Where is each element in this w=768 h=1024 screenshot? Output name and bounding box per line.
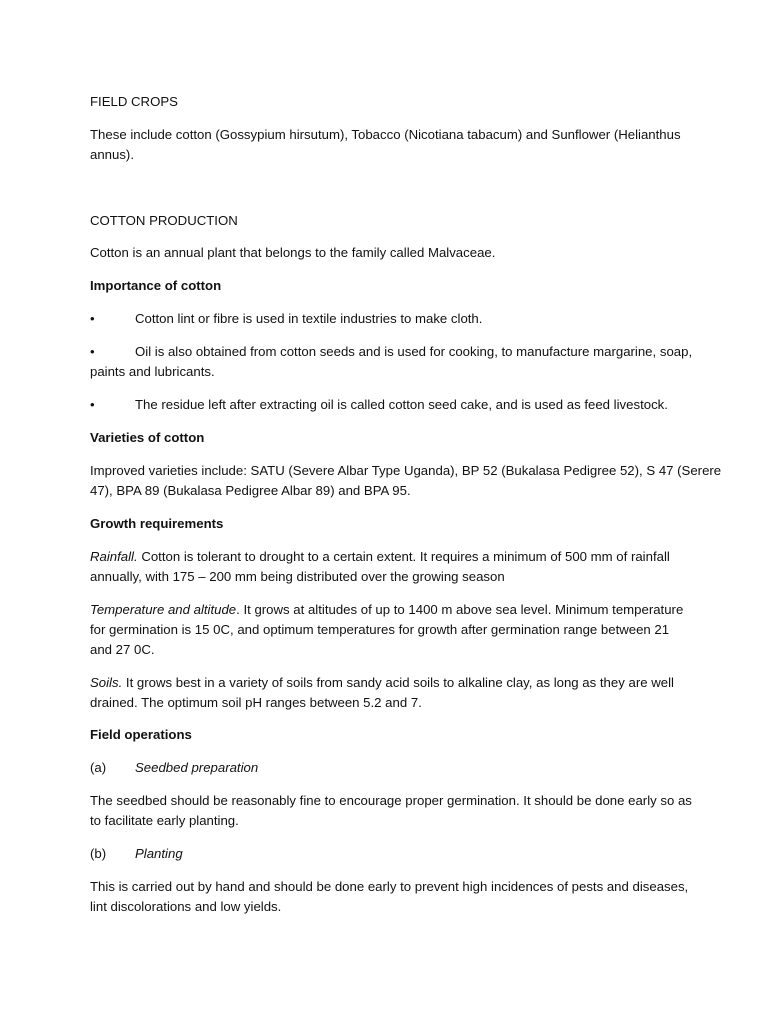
seedbed-title: Seedbed preparation bbox=[135, 760, 259, 775]
bullet-text: Cotton lint or fibre is used in textile industries to make cloth. bbox=[135, 311, 483, 326]
seedbed-line-2: to facilitate early planting. bbox=[90, 813, 239, 828]
intro-paragraph bbox=[90, 125, 690, 165]
planting-paragraph bbox=[90, 877, 690, 917]
cotton-definition: Cotton is an annual plant that belongs to the family called Malvaceae. bbox=[90, 245, 496, 260]
planting-line-2: lint discolorations and low yields. bbox=[90, 899, 282, 914]
varieties-line-1: Improved varieties include: SATU (Severe Albar Type Uganda), BP 52 (Bukalasa Pedigree 52), S 47 (Serere bbox=[90, 463, 722, 478]
seedbed-line-1: The seedbed should be reasonably fine to encourage proper germination. It should be done early so as bbox=[90, 793, 692, 808]
bullet-text: Oil is also obtained from cotton seeds and is used for cooking, to manufacture margarine, soap, bbox=[135, 344, 693, 359]
varieties-line-2: 47), BPA 89 (Bukalasa Pedigree Albar 89) and BPA 95. bbox=[90, 483, 411, 498]
growth-heading: Growth requirements bbox=[90, 516, 224, 531]
planting-line-1: This is carried out by hand and should be done early to prevent high incidences of pests and diseases, bbox=[90, 879, 689, 894]
soils-line-2: drained. The optimum soil pH ranges between 5.2 and 7. bbox=[90, 695, 422, 710]
bullet-item-1 bbox=[90, 309, 690, 329]
soils-label: Soils. bbox=[90, 675, 123, 690]
planting-title: Planting bbox=[135, 846, 183, 861]
temperature-label: Temperature and altitude bbox=[90, 602, 237, 617]
field-operations-heading: Field operations bbox=[90, 727, 192, 742]
bullet-glyph: • bbox=[90, 397, 95, 412]
bullet-text: The residue left after extracting oil is called cotton seed cake, and is used as feed livestock. bbox=[135, 397, 668, 412]
importance-heading: Importance of cotton bbox=[90, 278, 222, 293]
intro-line-2: annus). bbox=[90, 147, 134, 162]
rainfall-paragraph bbox=[90, 547, 690, 587]
section-title-cotton-production: COTTON PRODUCTION bbox=[90, 213, 238, 228]
seedbed-paragraph bbox=[90, 791, 690, 831]
rainfall-text: Cotton is tolerant to drought to a certain extent. It requires a minimum of 500 mm of rainfall bbox=[137, 549, 670, 564]
enum-marker-b: (b) bbox=[90, 846, 107, 861]
soils-paragraph bbox=[90, 673, 690, 713]
bullet-glyph: • bbox=[90, 344, 95, 359]
temperature-line-2: for germination is 15 0C, and optimum temperatures for growth after germination range between 21 bbox=[90, 622, 670, 637]
temperature-paragraph bbox=[90, 600, 690, 660]
enum-marker-a: (a) bbox=[90, 760, 107, 775]
temperature-text: . It grows at altitudes of up to 1400 m above sea level. Minimum temperature bbox=[236, 602, 684, 617]
rainfall-line-2: annually, with 175 – 200 mm being distributed over the growing season bbox=[90, 569, 505, 584]
planting-subheading bbox=[90, 844, 690, 864]
soils-text: It grows best in a variety of soils from sandy acid soils to alkaline clay, as long as they are well bbox=[122, 675, 674, 690]
varieties-heading: Varieties of cotton bbox=[90, 430, 205, 445]
seedbed-subheading bbox=[90, 758, 690, 778]
temperature-line-3: and 27 0C. bbox=[90, 642, 155, 657]
bullet-glyph: • bbox=[90, 311, 95, 326]
intro-line-1: These include cotton (Gossypium hirsutum), Tobacco (Nicotiana tabacum) and Sunflower (Helianthus bbox=[90, 127, 681, 142]
rainfall-label: Rainfall. bbox=[90, 549, 138, 564]
varieties-paragraph bbox=[90, 461, 722, 501]
bullet-text-continued: paints and lubricants. bbox=[90, 364, 215, 379]
bullet-item-3 bbox=[90, 395, 690, 415]
section-title-field-crops: FIELD CROPS bbox=[90, 94, 178, 109]
bullet-item-2 bbox=[90, 342, 693, 382]
